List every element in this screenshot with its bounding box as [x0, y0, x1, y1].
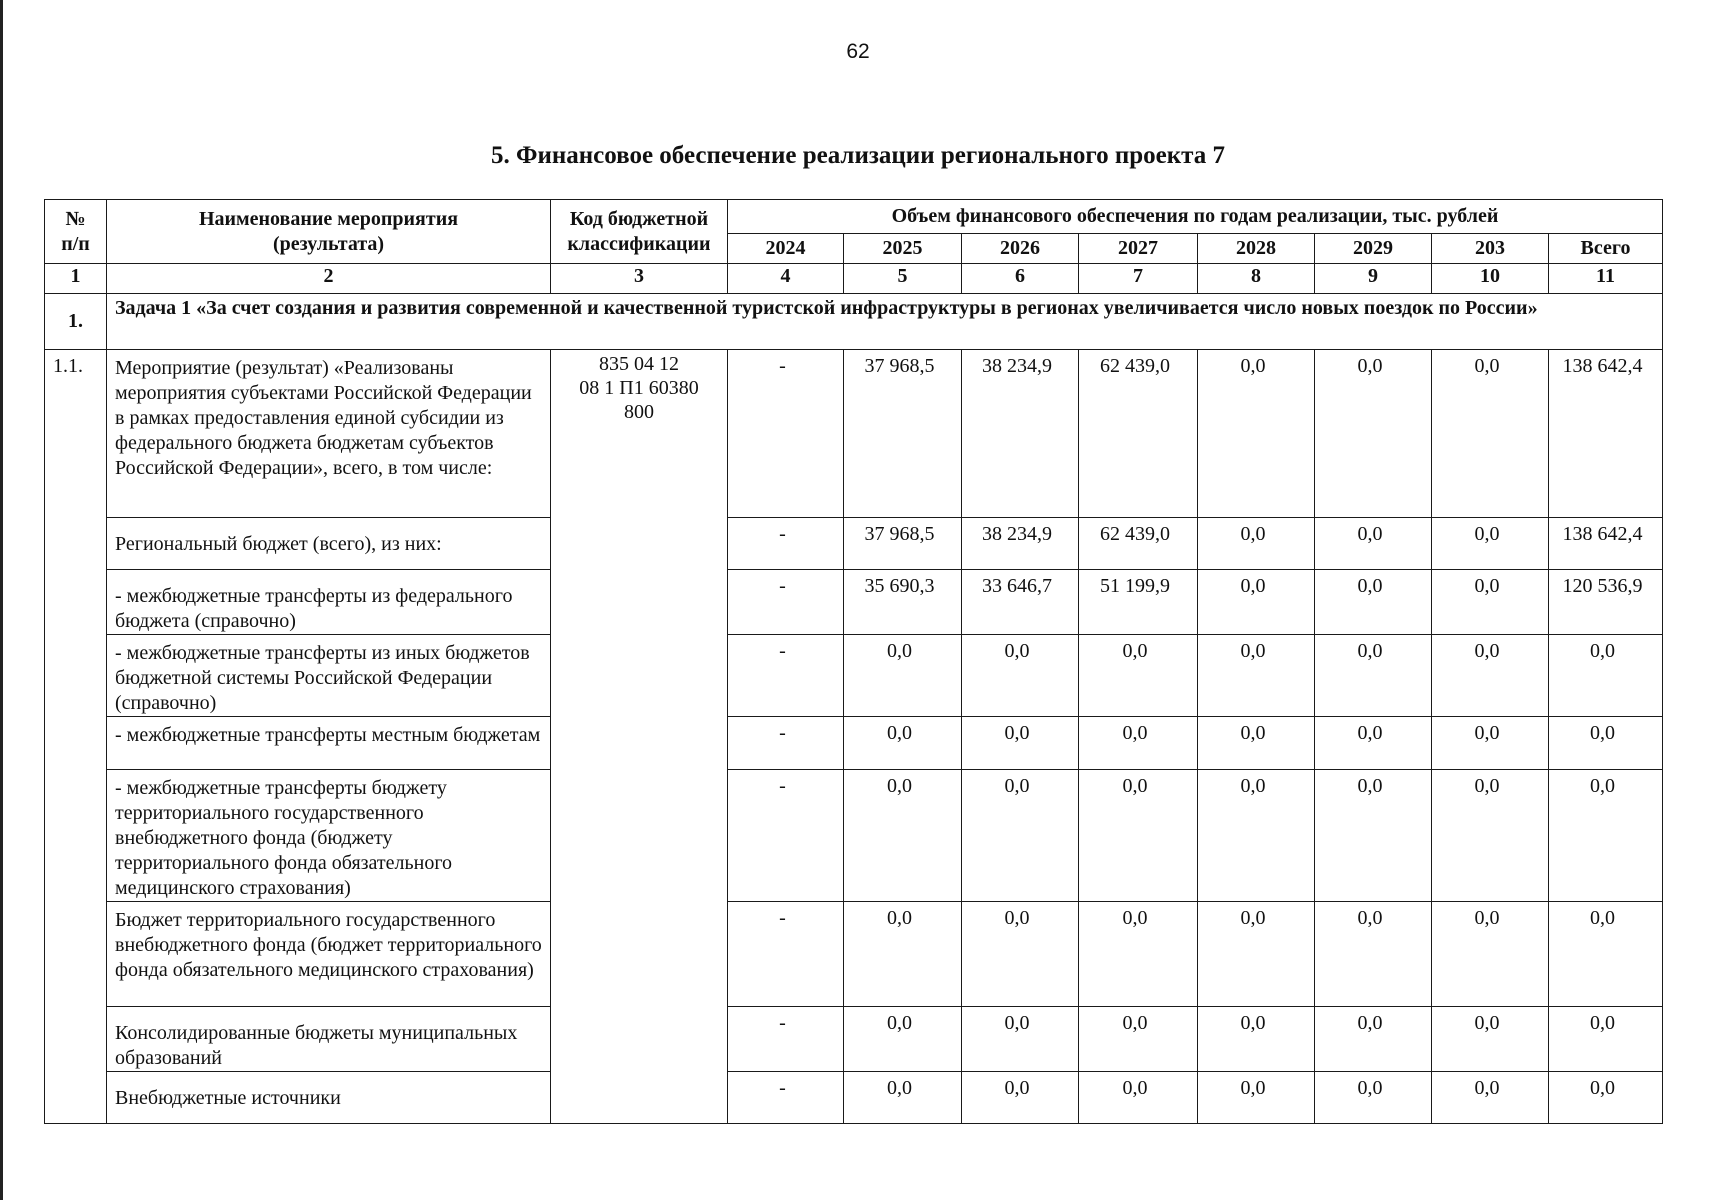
header-name: [107, 200, 551, 264]
header-total: Всего: [1549, 234, 1663, 264]
header-code: [551, 200, 728, 264]
value-2030: 0,0: [1432, 635, 1549, 717]
column-number: 7: [1079, 264, 1198, 294]
value-2028: 0,0: [1198, 635, 1315, 717]
header-num: [45, 200, 107, 264]
value-2025: 0,0: [844, 717, 962, 770]
value-2025: 35 690,3: [844, 570, 962, 635]
value-2026: 38 234,9: [962, 518, 1079, 570]
value-2026: 0,0: [962, 717, 1079, 770]
value-total: 0,0: [1549, 635, 1663, 717]
table-row: [45, 350, 1663, 518]
value-2027: 62 439,0: [1079, 518, 1198, 570]
value-2030: 0,0: [1432, 1007, 1549, 1072]
value-2025: 0,0: [844, 635, 962, 717]
value-2024: -: [728, 902, 844, 1007]
value-2024: -: [728, 1007, 844, 1072]
value-total: 0,0: [1549, 902, 1663, 1007]
value-2029: 0,0: [1315, 770, 1432, 902]
value-2030: 0,0: [1432, 717, 1549, 770]
table-row: [45, 717, 1663, 770]
value-2028: 0,0: [1198, 902, 1315, 1007]
value-2029: 0,0: [1315, 570, 1432, 635]
budget-code: [551, 350, 728, 1124]
table-row: [45, 1072, 1663, 1124]
value-2025: 37 968,5: [844, 518, 962, 570]
value-total: 0,0: [1549, 1007, 1663, 1072]
column-number-row: [45, 264, 1663, 294]
table-row: [45, 770, 1663, 902]
column-number: 6: [962, 264, 1079, 294]
value-2026: 0,0: [962, 1007, 1079, 1072]
header-year-2024: 2024: [728, 234, 844, 264]
section-title: 5. Финансовое обеспечение реализации регионального проекта 7: [490, 142, 1226, 169]
header-name-line1: Наименование мероприятия: [198, 207, 459, 230]
value-2027: 0,0: [1079, 1072, 1198, 1124]
header-volume: Объем финансового обеспечения по годам реализации, тыс. рублей: [728, 200, 1663, 234]
budget-code-line1: 835 04 12: [599, 353, 679, 375]
column-number: 2: [107, 264, 551, 294]
value-total: 0,0: [1549, 770, 1663, 902]
header-name-line2: (результата): [272, 232, 385, 255]
column-number: 1: [45, 264, 107, 294]
table-row: [45, 635, 1663, 717]
row-name: - межбюджетные трансферты из федерального бюджета (справочно): [107, 570, 551, 635]
financing-table: [44, 199, 1663, 1124]
value-2030: 0,0: [1432, 770, 1549, 902]
header-year-2027: 2027: [1079, 234, 1198, 264]
value-2024: -: [728, 770, 844, 902]
value-2028: 0,0: [1198, 1007, 1315, 1072]
value-2024: -: [728, 570, 844, 635]
value-2027: 0,0: [1079, 1007, 1198, 1072]
column-number: 5: [844, 264, 962, 294]
value-2028: 0,0: [1198, 717, 1315, 770]
value-2029: 0,0: [1315, 635, 1432, 717]
column-number: 8: [1198, 264, 1315, 294]
value-2024: -: [728, 635, 844, 717]
value-2026: 38 234,9: [962, 350, 1079, 518]
value-total: 138 642,4: [1549, 518, 1663, 570]
task-row: [45, 294, 1663, 350]
value-total: 138 642,4: [1549, 350, 1663, 518]
header-row-group: [45, 200, 1663, 234]
value-total: 0,0: [1549, 717, 1663, 770]
column-number: 10: [1432, 264, 1549, 294]
header-num-line2: п/п: [61, 232, 90, 255]
value-2024: -: [728, 1072, 844, 1124]
column-number: 4: [728, 264, 844, 294]
table-row: [45, 518, 1663, 570]
value-2030: 0,0: [1432, 1072, 1549, 1124]
value-2024: -: [728, 518, 844, 570]
row-name: Мероприятие (результат) «Реализованы мероприятия субъектами Российской Федерации в рамках предоставления единой субсидии из федерального бюджета бюджетам субъектов Российской Федерации», всего, в том числе:: [107, 350, 551, 518]
column-number: 3: [551, 264, 728, 294]
value-total: 120 536,9: [1549, 570, 1663, 635]
value-2029: 0,0: [1315, 1072, 1432, 1124]
header-year-2026: 2026: [962, 234, 1079, 264]
row-name: Региональный бюджет (всего), из них:: [107, 518, 551, 570]
value-2026: 0,0: [962, 770, 1079, 902]
value-2026: 33 646,7: [962, 570, 1079, 635]
value-2029: 0,0: [1315, 350, 1432, 518]
value-2028: 0,0: [1198, 1072, 1315, 1124]
value-2024: -: [728, 717, 844, 770]
column-number: 9: [1315, 264, 1432, 294]
value-2028: 0,0: [1198, 770, 1315, 902]
value-2025: 0,0: [844, 1072, 962, 1124]
value-2028: 0,0: [1198, 518, 1315, 570]
value-2026: 0,0: [962, 902, 1079, 1007]
table-row: [45, 1007, 1663, 1072]
value-2029: 0,0: [1315, 518, 1432, 570]
row-name: - межбюджетные трансферты из иных бюджетов бюджетной системы Российской Федерации (справочно): [107, 635, 551, 717]
value-2029: 0,0: [1315, 902, 1432, 1007]
column-number: 11: [1549, 264, 1663, 294]
header-num-line1: №: [65, 207, 86, 230]
budget-code-line3: 800: [624, 401, 654, 423]
table-row: [45, 902, 1663, 1007]
value-total: 0,0: [1549, 1072, 1663, 1124]
budget-code-line2: 08 1 П1 60380: [579, 377, 699, 399]
task-number: 1.: [45, 294, 107, 350]
task-title: Задача 1 «За счет создания и развития современной и качественной туристской инфраструктуры в регионах увеличивается число новых поездок по России»: [107, 294, 1663, 350]
scan-left-edge: [0, 0, 3, 1200]
row-name: - межбюджетные трансферты местным бюджетам: [107, 717, 551, 770]
value-2027: 62 439,0: [1079, 350, 1198, 518]
header-year-2030: 203: [1432, 234, 1549, 264]
value-2027: 0,0: [1079, 717, 1198, 770]
header-year-2025: 2025: [844, 234, 962, 264]
value-2030: 0,0: [1432, 570, 1549, 635]
value-2029: 0,0: [1315, 717, 1432, 770]
value-2024: -: [728, 350, 844, 518]
value-2029: 0,0: [1315, 1007, 1432, 1072]
value-2026: 0,0: [962, 1072, 1079, 1124]
value-2025: 0,0: [844, 902, 962, 1007]
header-year-2029: 2029: [1315, 234, 1432, 264]
item-number: 1.1.: [45, 350, 107, 1124]
value-2028: 0,0: [1198, 570, 1315, 635]
row-name: Бюджет территориального государственного внебюджетного фонда (бюджет территориального фонда обязательного медицинского страхования): [107, 902, 551, 1007]
value-2027: 0,0: [1079, 635, 1198, 717]
value-2026: 0,0: [962, 635, 1079, 717]
page-number: 62: [846, 40, 870, 63]
value-2030: 0,0: [1432, 902, 1549, 1007]
value-2030: 0,0: [1432, 518, 1549, 570]
value-2027: 0,0: [1079, 902, 1198, 1007]
row-name: Консолидированные бюджеты муниципальных образований: [107, 1007, 551, 1072]
header-code-line2: классификации: [567, 232, 711, 255]
table-row: [45, 570, 1663, 635]
header-year-2028: 2028: [1198, 234, 1315, 264]
value-2030: 0,0: [1432, 350, 1549, 518]
row-name: Внебюджетные источники: [107, 1072, 551, 1124]
header-code-line1: Код бюджетной: [569, 207, 709, 230]
value-2027: 0,0: [1079, 770, 1198, 902]
value-2027: 51 199,9: [1079, 570, 1198, 635]
row-name: - межбюджетные трансферты бюджету территориального государственного внебюджетного фонда (бюджету территориального фонда обязательного медицинского страхования): [107, 770, 551, 902]
value-2025: 37 968,5: [844, 350, 962, 518]
value-2025: 0,0: [844, 770, 962, 902]
value-2025: 0,0: [844, 1007, 962, 1072]
value-2028: 0,0: [1198, 350, 1315, 518]
